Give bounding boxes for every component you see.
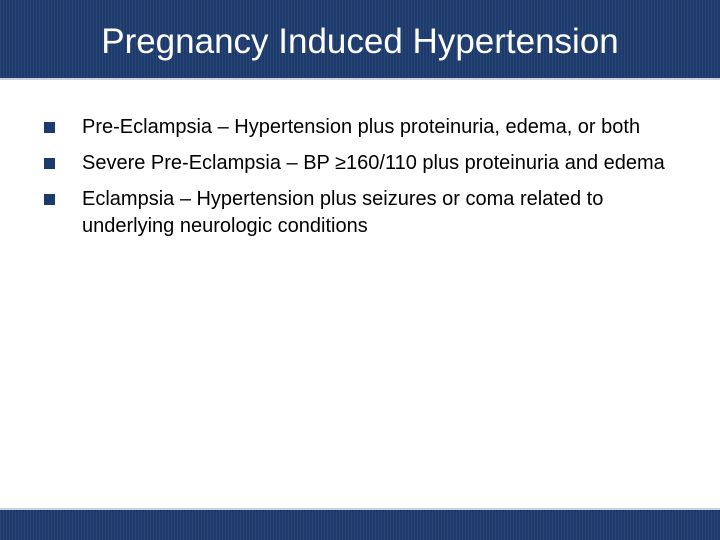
bullet-item-eclampsia (44, 186, 684, 240)
bullet-list (44, 114, 684, 240)
bullet-text: Severe Pre-Eclampsia – BP ≥160/110 plus proteinuria and edema (82, 152, 665, 174)
square-bullet-icon (44, 194, 55, 205)
title-bar (0, 0, 720, 78)
square-bullet-icon (44, 122, 55, 133)
bullet-text: Eclampsia – Hypertension plus seizures or coma related to underlying neurologic conditions (82, 188, 604, 237)
footer-bar (0, 510, 720, 540)
bullet-text: Pre-Eclampsia – Hypertension plus proteinuria, edema, or both (82, 116, 641, 138)
slide-title: Pregnancy Induced Hypertension (101, 22, 619, 61)
bullet-item-pre-eclampsia (44, 114, 684, 141)
title-divider (0, 78, 720, 80)
bullet-item-severe-pre-eclampsia (44, 150, 684, 177)
square-bullet-icon (44, 158, 55, 169)
